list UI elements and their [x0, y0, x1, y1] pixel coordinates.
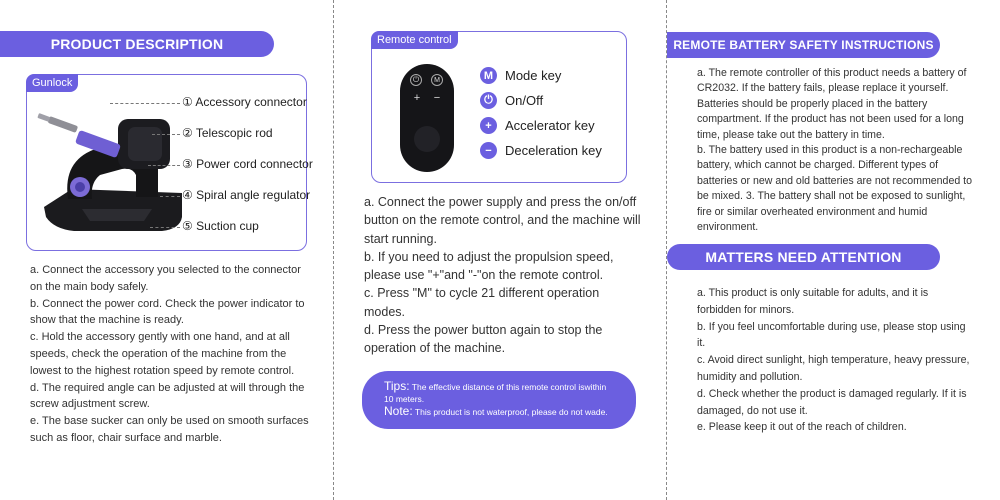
- column-divider-left: [333, 0, 334, 500]
- callout-line-4: [160, 196, 180, 197]
- attention-item-a: a. This product is only suitable for adults, and it is forbidden for minors.: [697, 287, 929, 316]
- attention-item-d: d. Check whether the product is damaged regularly. If it is damaged, do not use it.: [697, 387, 967, 417]
- legend-accelerator-label: Accelerator key: [505, 118, 595, 133]
- remote-center-pad[interactable]: [414, 126, 440, 152]
- remote-control-tag: Remote control: [371, 31, 458, 49]
- mode-icon: M: [480, 67, 497, 84]
- legend-accelerator-key: [480, 117, 595, 134]
- callout-line-5: [150, 227, 180, 228]
- remote-minus-button[interactable]: −: [433, 92, 441, 104]
- product-illustration: [32, 97, 192, 247]
- tips-box: [362, 371, 636, 429]
- instruction-a: a. Connect the accessory you selected to the connector on the main body safely.: [30, 264, 301, 293]
- callout-telescopic-rod: ② Telescopic rod: [182, 126, 273, 140]
- note-text: This product is not waterproof, please do not wade.: [414, 407, 608, 417]
- note-line: [384, 405, 614, 418]
- attention-list: [697, 285, 973, 436]
- power-icon: ⏻: [480, 92, 497, 109]
- tips-text: The effective distance of this remote control iswithin 10 meters.: [384, 382, 607, 404]
- legend-deceleration-label: Deceleration key: [505, 143, 602, 158]
- remote-instruction-c: c. Press "M" to cycle 21 different operation modes.: [364, 286, 600, 319]
- remote-instructions: [364, 193, 642, 358]
- remote-body: [400, 64, 454, 172]
- remote-plus-button[interactable]: +: [413, 92, 421, 104]
- legend-mode-key: [480, 67, 561, 84]
- remote-power-button[interactable]: ⏻: [410, 74, 422, 86]
- remote-instruction-b: b. If you need to adjust the propulsion speed, please use "+"and "-"on the remote control.: [364, 249, 614, 283]
- battery-instruction-b: b. The battery used in this product is a non-rechargeable battery, which cannot be charged. Different types of batteries or new and old batteries are not recommended to be mixed. 3. The battery shall not be exposed to sunlight, fire or similar overheated environment and humid environment.: [697, 144, 973, 234]
- callout-line-3: [148, 165, 180, 166]
- remote-control-frame: [371, 31, 627, 183]
- callout-spiral-angle-regulator: ④ Spiral angle regulator: [182, 188, 311, 202]
- tips-line: [384, 380, 614, 405]
- product-instructions: [30, 262, 315, 447]
- legend-deceleration-key: [480, 142, 602, 159]
- remote-instruction-d: d. Press the power button again to stop the operation of the machine.: [364, 323, 603, 356]
- attention-item-c: c. Avoid direct sunlight, high temperature, heavy pressure, humidity and pollution.: [697, 354, 970, 383]
- instruction-c: c. Hold the accessory gently with one hand, and at all speeds, check the operation of the machine from the lowest to the highest rotation speed by remote control.: [30, 331, 295, 377]
- battery-instructions: [697, 66, 973, 235]
- attention-item-e: e. Please keep it out of the reach of children.: [697, 421, 907, 434]
- remote-mode-button[interactable]: M: [431, 74, 443, 86]
- note-label: Note:: [384, 404, 413, 418]
- callout-suction-cup: ⑤ Suction cup: [182, 219, 259, 233]
- attention-banner: MATTERS NEED ATTENTION: [667, 244, 940, 270]
- attention-item-b: b. If you feel uncomfortable during use, please stop using it.: [697, 320, 966, 350]
- callout-line-1: [110, 103, 180, 104]
- instruction-d: d. The required angle can be adjusted at will through the screw adjustment screw.: [30, 381, 305, 411]
- instruction-e: e. The base sucker can only be used on smooth surfaces such as floor, chair surface and marble.: [30, 415, 309, 444]
- callout-accessory-connector: ① Accessory connector: [182, 95, 307, 109]
- instruction-b: b. Connect the power cord. Check the power indicator to show that the machine is ready.: [30, 297, 305, 327]
- legend-mode-label: Mode key: [505, 68, 562, 83]
- minus-icon: −: [480, 142, 497, 159]
- legend-on-off-label: On/Off: [505, 93, 544, 108]
- legend-on-off: [480, 92, 543, 109]
- column-divider-right: [666, 0, 667, 500]
- battery-instruction-a: a. The remote controller of this product needs a battery of CR2032. If the battery fails, please replace it yourself. Batteries should be properly placed in the battery compartment. If the product has not been used for a long time, please take out the battery in time.: [697, 67, 967, 141]
- gunlock-tag: Gunlock: [26, 74, 78, 92]
- battery-safety-banner: REMOTE BATTERY SAFETY INSTRUCTIONS: [667, 32, 940, 58]
- product-description-banner: PRODUCT DESCRIPTION: [0, 31, 274, 57]
- callout-power-cord-connector: ③ Power cord connector: [182, 157, 313, 171]
- remote-instruction-a: a. Connect the power supply and press the on/off button on the remote control, and the machine will start running.: [364, 195, 641, 246]
- callout-line-2: [152, 134, 180, 135]
- plus-icon: +: [480, 117, 497, 134]
- tips-label: Tips:: [384, 379, 410, 393]
